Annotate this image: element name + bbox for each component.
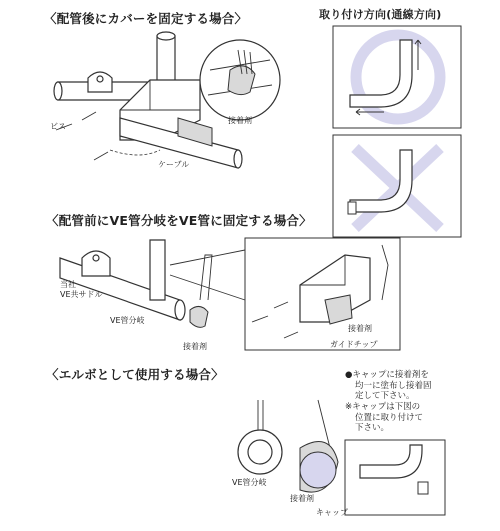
note-line-1: ●キャップに接着剤を <box>345 370 429 380</box>
section2-title: 〈配管前にVE管分岐をVE管に固定する場合〉 <box>46 213 312 228</box>
direction-panel <box>333 26 461 237</box>
note-line-6: 下さい。 <box>355 423 390 434</box>
section1-detail <box>200 40 280 120</box>
section1-title: 〈配管後にカバーを固定する場合〉 <box>44 11 248 26</box>
adhesive-label-2: 接着剤 <box>183 342 207 351</box>
cable-label: ケーブル <box>158 160 190 169</box>
screw-label: ビス <box>50 122 66 131</box>
cap-label: キャップ <box>316 508 348 517</box>
guide-chip-label: ガイドチップ <box>330 340 378 349</box>
section2-detail <box>170 238 400 350</box>
ve-branch-label-2: VE管分岐 <box>232 478 267 487</box>
adhesive-label-3: 接着剤 <box>348 324 372 333</box>
saddle-label-line1: 当社 <box>60 280 76 289</box>
adhesive-label-1: 接着剤 <box>228 116 252 125</box>
ve-branch-label-1: VE管分岐 <box>110 316 145 325</box>
section3-title: 〈エルボとして使用する場合〉 <box>46 367 224 382</box>
saddle-label-line2: VE共サドル <box>60 290 103 299</box>
note-line-5: 位置に取り付けて <box>355 412 424 423</box>
note-line-3: 定して下さい。 <box>355 391 415 402</box>
cap-note <box>345 370 475 434</box>
section2-assembly <box>60 240 212 327</box>
note-line-2: 均一に塗布し接着固 <box>355 380 432 391</box>
note-line-4: ※キャップは下図の <box>345 401 421 412</box>
section3-detail <box>345 440 445 515</box>
adhesive-label-4: 接着剤 <box>290 494 314 503</box>
direction-title: 取り付け方向(通線方向) <box>319 8 442 21</box>
